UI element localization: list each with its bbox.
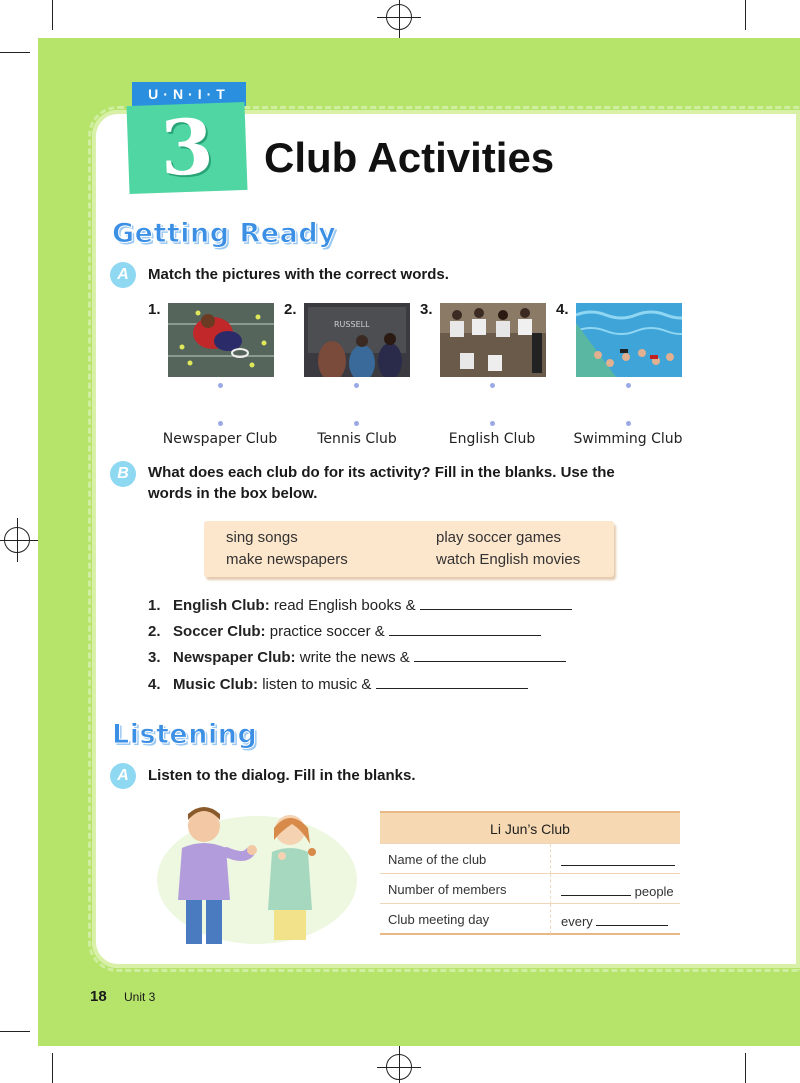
crop-mark bbox=[745, 0, 746, 30]
row-label: Name of the club bbox=[388, 852, 487, 867]
table-row bbox=[380, 843, 680, 873]
table-title: Li Jun’s Club bbox=[380, 811, 680, 843]
match-dot[interactable] bbox=[490, 421, 495, 426]
answer-blank[interactable] bbox=[414, 648, 566, 662]
box-word: watch English movies bbox=[436, 551, 581, 568]
question-number: 3. bbox=[148, 649, 161, 666]
exercise-a-instruction: Match the pictures with the correct words. bbox=[148, 266, 449, 283]
match-dot[interactable] bbox=[626, 383, 631, 388]
crop-mark bbox=[0, 52, 30, 53]
exercise-badge-b: B bbox=[110, 461, 136, 487]
question-club: English Club: bbox=[173, 597, 270, 614]
newspaper-group-photo bbox=[440, 303, 546, 377]
answer-blank[interactable] bbox=[561, 882, 631, 896]
answer-blank[interactable] bbox=[596, 912, 668, 926]
crop-mark bbox=[52, 1053, 53, 1083]
footer-unit-label: Unit 3 bbox=[124, 990, 156, 1004]
exercise-badge-a: A bbox=[110, 262, 136, 288]
question-text: read English books & bbox=[273, 597, 416, 614]
question-item bbox=[148, 648, 566, 666]
question-text: listen to music & bbox=[262, 676, 372, 693]
question-club: Soccer Club: bbox=[173, 623, 266, 640]
picture-number: 3. bbox=[420, 301, 433, 318]
answer-blank[interactable] bbox=[389, 622, 541, 636]
answer-blank[interactable] bbox=[420, 596, 572, 610]
unit-tab: U·N·I·T bbox=[132, 82, 246, 106]
svg-text:RUSSELL: RUSSELL bbox=[334, 320, 370, 329]
question-club: Music Club: bbox=[173, 676, 259, 693]
boy-girl-illustration bbox=[152, 800, 362, 946]
match-word: English Club bbox=[448, 431, 536, 447]
answer-blank[interactable] bbox=[561, 852, 675, 866]
match-dot[interactable] bbox=[354, 383, 359, 388]
row-suffix: people bbox=[634, 884, 674, 899]
exercise-b-instruction-line1: What does each club do for its activity? Fill in the blanks. Use the bbox=[148, 464, 615, 481]
exercise-b-instruction-line2: words in the box below. bbox=[148, 485, 318, 502]
registration-mark-icon bbox=[386, 4, 412, 30]
match-word: Tennis Club bbox=[317, 431, 397, 447]
answer-blank[interactable] bbox=[376, 675, 528, 689]
club-info-table bbox=[380, 811, 680, 935]
registration-mark-icon bbox=[4, 527, 30, 553]
question-item bbox=[148, 675, 528, 693]
row-answer-cell bbox=[550, 844, 680, 874]
crop-mark bbox=[745, 1053, 746, 1083]
match-word: Newspaper Club bbox=[162, 431, 278, 447]
question-item bbox=[148, 622, 541, 640]
crop-mark bbox=[0, 1031, 30, 1032]
picture-number: 1. bbox=[148, 301, 161, 318]
question-number: 1. bbox=[148, 597, 161, 614]
table-row bbox=[380, 873, 680, 903]
picture-number: 2. bbox=[284, 301, 297, 318]
page-number: 18 bbox=[90, 988, 107, 1005]
box-word: sing songs bbox=[226, 529, 298, 546]
picture-number: 4. bbox=[556, 301, 569, 318]
row-label: Club meeting day bbox=[388, 912, 490, 927]
match-dot[interactable] bbox=[218, 383, 223, 388]
tennis-photo bbox=[168, 303, 274, 377]
section-heading-getting-ready: Getting Ready bbox=[112, 218, 337, 249]
match-dot[interactable] bbox=[490, 383, 495, 388]
crop-mark bbox=[52, 0, 53, 30]
match-dot[interactable] bbox=[218, 421, 223, 426]
registration-mark-icon bbox=[386, 1054, 412, 1080]
box-word: play soccer games bbox=[436, 529, 562, 546]
row-label: Number of members bbox=[388, 882, 507, 897]
table-row bbox=[380, 903, 680, 933]
question-text: write the news & bbox=[299, 649, 410, 666]
question-number: 4. bbox=[148, 676, 161, 693]
row-answer-cell bbox=[550, 874, 680, 904]
word-box bbox=[204, 521, 614, 577]
listening-instruction: Listen to the dialog. Fill in the blanks. bbox=[148, 767, 416, 784]
match-dot[interactable] bbox=[354, 421, 359, 426]
question-number: 2. bbox=[148, 623, 161, 640]
classroom-photo bbox=[304, 303, 410, 377]
swimming-photo bbox=[576, 303, 682, 377]
unit-number: 3 bbox=[127, 102, 248, 194]
row-prefix: every bbox=[561, 914, 593, 929]
row-answer-cell bbox=[550, 904, 680, 934]
exercise-badge-a: A bbox=[110, 763, 136, 789]
question-text: practice soccer & bbox=[269, 623, 385, 640]
box-word: make newspapers bbox=[226, 551, 348, 568]
question-club: Newspaper Club: bbox=[173, 649, 296, 666]
section-heading-listening: Listening bbox=[112, 719, 258, 750]
match-dot[interactable] bbox=[626, 421, 631, 426]
question-item bbox=[148, 596, 572, 614]
match-word: Swimming Club bbox=[573, 431, 683, 447]
page-title: Club Activities bbox=[264, 134, 555, 181]
